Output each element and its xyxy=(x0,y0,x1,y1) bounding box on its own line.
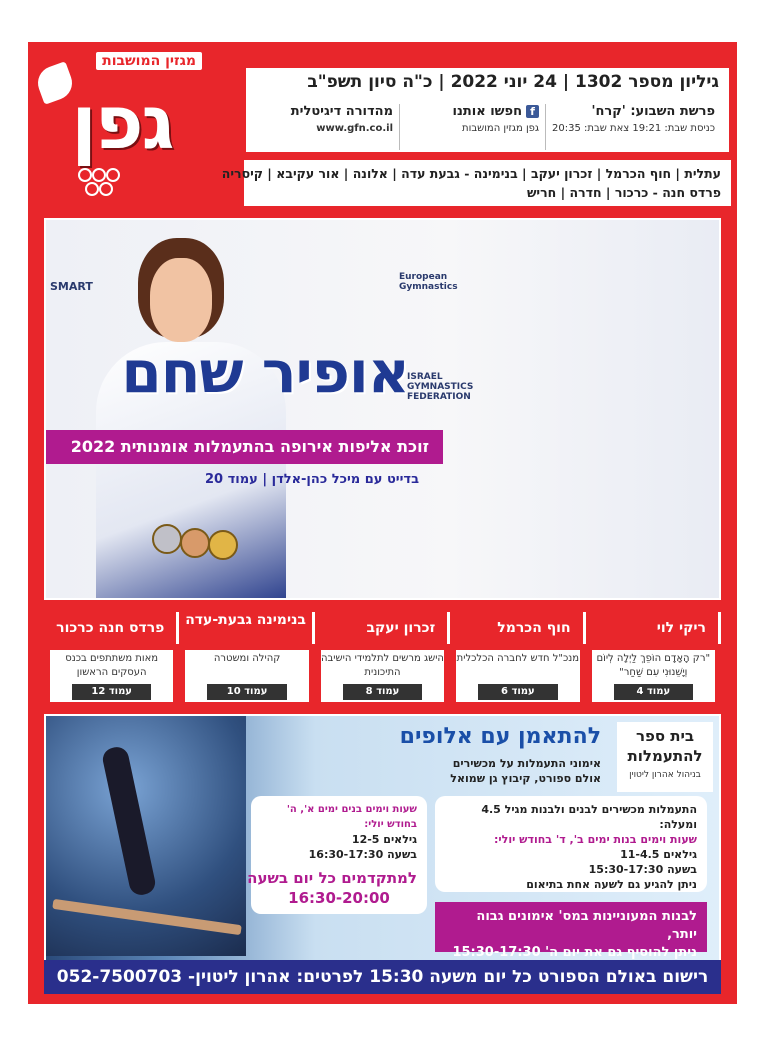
athlete-photo xyxy=(86,238,316,600)
teaser-page: עמוד 4 xyxy=(614,684,693,700)
issue-info-box xyxy=(244,66,731,154)
advanced-hours: 16:30-20:00 xyxy=(288,889,390,907)
teaser-desc: הישג מרשים לתלמידי הישיבה התיכונית xyxy=(320,653,444,678)
teaser-head: בנימינה גבעת-עדה xyxy=(179,612,314,644)
parasha-column xyxy=(545,104,721,150)
teaser-page: עמוד 10 xyxy=(207,684,286,700)
band-line-1: לבנות המעוניינות במס' אימונים גבוה יותר, xyxy=(476,909,697,942)
sponsor-smart: SMART xyxy=(50,280,93,293)
facebook-sub: גפן מגזין המושבות xyxy=(462,123,540,134)
facebook-icon[interactable]: f xyxy=(526,105,539,118)
ad-band xyxy=(435,902,707,960)
facebook-column[interactable] xyxy=(399,104,545,150)
band-line-2: ניתן להוסיף גם את יום ה' 15:30-17:30 xyxy=(452,945,697,960)
medal-icon xyxy=(180,528,210,558)
grape-cluster-icon xyxy=(74,168,120,202)
card-ages: גילאים 12-5 xyxy=(351,833,417,846)
balance-beam xyxy=(52,899,242,935)
card-note: ניתן להגיע גם לשעה אחת בתיאום xyxy=(526,878,697,891)
athlete-face xyxy=(150,258,212,342)
info-columns xyxy=(254,104,721,150)
medal-icon xyxy=(208,530,238,560)
registration-footer: רישום באולם הספורט כל יום משעה 15:30 לפרטים: אהרון ליטוין- 052-7500703 xyxy=(44,960,721,994)
teaser-head: ריקי לוי xyxy=(586,612,721,644)
magazine-cover xyxy=(28,42,737,1004)
teaser-pardes-hana[interactable] xyxy=(44,612,179,702)
teaser-desc: "רק הָאָדָם הוֹפֵךְ לַיְלָה לְיוֹם וְיָשֵׁנוּנִי עִם שַׁחַר" xyxy=(596,653,711,678)
ad-card-boys xyxy=(435,796,707,892)
gymnast-photo xyxy=(46,716,246,956)
card-schedule: שעות וימים בנות ימים ב', ד' בחודש יולי: xyxy=(494,833,697,846)
cover-subtitle: זוכת אליפות אירופה בהתעמלות אומנותית 2022 xyxy=(44,430,443,464)
teaser-riki-levi[interactable] xyxy=(586,612,721,702)
sponsor-european-gymnastics: European Gymnastics xyxy=(399,272,458,292)
digital-title: מהדורה דיגיטלית xyxy=(290,104,394,119)
ad-subtitle-lines xyxy=(450,756,601,786)
teaser-page: עמוד 8 xyxy=(343,684,422,700)
teaser-head: חוף הכרמל xyxy=(450,612,585,644)
logo-name: גפן xyxy=(71,80,173,166)
ad-title: להתאמן עם אלופים xyxy=(399,724,601,749)
cover-credit: בדייט עם מיכל כהן-אלדן | עמוד 20 xyxy=(205,472,419,487)
gymnast-figure xyxy=(101,745,158,897)
magazine-logo xyxy=(34,48,210,206)
gym-school-logo xyxy=(617,722,713,792)
advanced-title: למתקדמים כל יום בשעה xyxy=(247,869,417,887)
teaser-page: עמוד 6 xyxy=(478,684,557,700)
cover-name: אופיר שחם xyxy=(121,338,409,406)
teaser-hof-hacarmel[interactable] xyxy=(450,612,585,702)
teaser-desc: מאות משתתפים בכנס העסקים הראשון xyxy=(65,653,159,678)
digital-url[interactable]: www.gfn.co.il xyxy=(316,123,394,134)
ad-line-2: אולם ספורט, קיבוץ גן שמואל xyxy=(450,772,601,785)
issue-line: גיליון מספר 1302 | 24 יוני 2022 | כ"ה סיון תשפ"ב xyxy=(307,72,719,92)
card-hours: בשעה 15:30-17:30 xyxy=(588,863,697,876)
teaser-head: זכרון יעקב xyxy=(315,612,450,644)
card-ages: גילאים 11-4.5 xyxy=(620,848,697,861)
digital-column[interactable] xyxy=(254,104,399,150)
teaser-desc: מנכ"ל חדש לחברה הכלכלית xyxy=(456,653,580,664)
teaser-page: עמוד 12 xyxy=(72,684,151,700)
gym-school-manager: בניהול אהרון ליטוין xyxy=(629,770,701,780)
card-heading: התעמלות מכשירים לבנים ולבנות מגיל 4.5 ומעלה: xyxy=(481,803,697,831)
card-schedule: שעות וימים בנים ימים א', ה' בחודש יולי: xyxy=(286,804,417,830)
sponsor-israel-federation: ISRAEL GYMNASTICS FEDERATION xyxy=(407,372,474,402)
ad-line-1: אימוני התעמלות על מכשירים xyxy=(452,757,601,770)
section-teasers xyxy=(44,612,721,702)
teaser-head: פרדס חנה כרכור xyxy=(44,612,179,644)
parasha-title: פרשת השבוע: 'קרח' xyxy=(591,104,715,119)
ad-card-girls xyxy=(247,796,427,914)
facebook-title: חפשו אותנו xyxy=(452,104,523,119)
teaser-binyamina[interactable] xyxy=(179,612,314,702)
logo-subtitle: מגזין המושבות xyxy=(96,52,202,70)
teaser-desc: קהילה ומשטרה xyxy=(213,653,281,664)
towns-line-1: עתלית | חוף הכרמל | זכרון יעקב | בנימינה - גבעת עדה | אלונה | אור עקיבא | קיסריה xyxy=(221,166,721,181)
teaser-zichron-yaakov[interactable] xyxy=(315,612,450,702)
gym-school-name: בית ספר להתעמלות xyxy=(627,727,703,765)
gymnastics-ad xyxy=(44,714,721,984)
towns-box xyxy=(221,160,731,206)
shabbat-times: כניסת שבת: 19:21 צאת שבת: 20:35 xyxy=(552,123,715,134)
towns-line-2: פרדס חנה - כרכור | חדרה | חריש xyxy=(526,185,721,200)
card-hours: בשעה 16:30-17:30 xyxy=(308,848,417,861)
medal-icon xyxy=(152,524,182,554)
cover-photo xyxy=(44,218,721,600)
